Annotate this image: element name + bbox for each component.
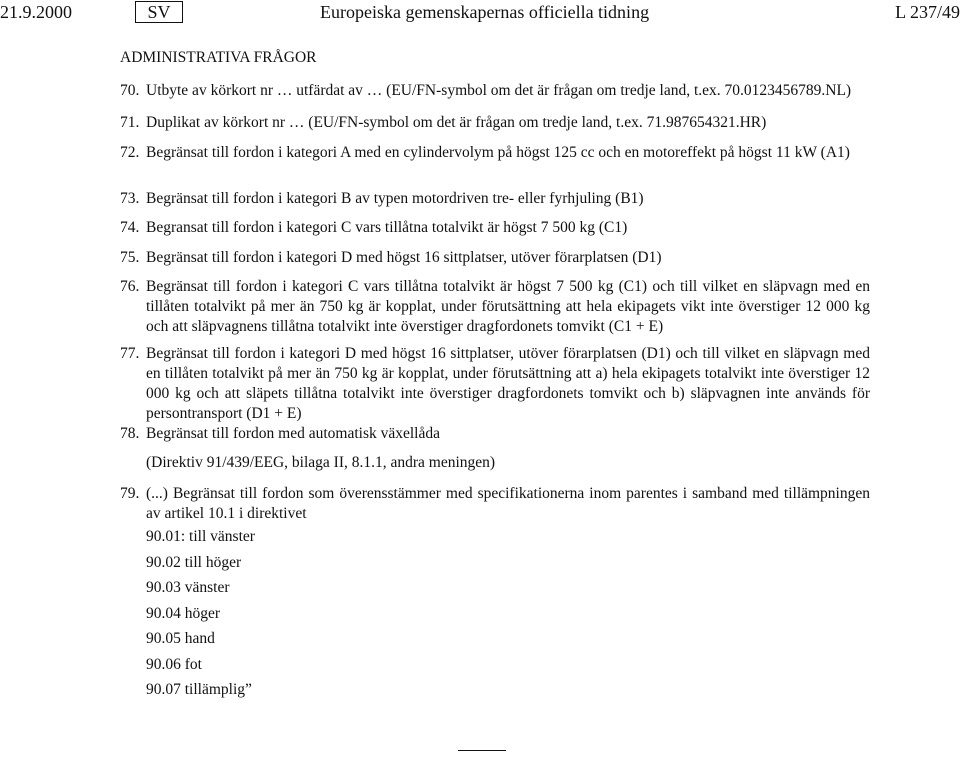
- page-header: [0, 2, 960, 26]
- directive-reference: (Direktiv 91/439/EEG, bilaga II, 8.1.1, andra meningen): [146, 454, 496, 471]
- item-number: 71.: [120, 114, 140, 131]
- item-text: Begränsat till fordon med automatisk växellåda: [146, 425, 440, 442]
- item-text: Begränsat till fordon i kategori D med högst 16 sittplatser, utöver förarplatsen (D1): [146, 249, 662, 266]
- item-number: 70.: [120, 82, 140, 99]
- sub-item: 90.05 hand: [146, 630, 215, 647]
- sub-item: 90.02 till höger: [146, 554, 242, 571]
- item-text: Duplikat av körkort nr … (EU/FN-symbol om det är frågan om tredje land, t.ex. 71.987654321.HR): [146, 114, 767, 131]
- item-text: Begränsat till fordon i kategori D med högst 16 sittplatser, utöver förarplatsen (D1) och till vilket en släpvagn med en tillåten totalvikt på mer än 750 kg är kopplat, under förutsättning att a) hela ekipagets totalvikt inte överstiger 12 000 kg och att släpets tillåtna totalvikt inte överstiger dragfordonets tomvikt och b) släpvagnen inte används för persontransport (D1 + E): [146, 345, 870, 422]
- list-item: [120, 189, 870, 209]
- sub-item: 90.03 vänster: [146, 579, 230, 596]
- item-text: Utbyte av körkort nr … utfärdat av … (EU/FN-symbol om det är frågan om tredje land, t.ex. 70.0123456789.NL): [146, 82, 852, 99]
- item-number: 73.: [120, 190, 140, 207]
- list-item: [120, 344, 870, 424]
- section-title: ADMINISTRATIVA FRÅGOR: [120, 49, 317, 66]
- item-number: 79.: [120, 485, 140, 502]
- item-number: 75.: [120, 249, 140, 266]
- list-item: [120, 424, 870, 444]
- list-item: [120, 143, 870, 163]
- item-number: 77.: [120, 345, 140, 362]
- item-number: 72.: [120, 144, 140, 161]
- header-date: 21.9.2000: [0, 2, 72, 22]
- sub-item: 90.04 höger: [146, 605, 221, 622]
- sub-item: 90.01: till vänster: [146, 528, 255, 545]
- list-item: [120, 113, 870, 133]
- end-rule: [458, 750, 506, 751]
- item-text: Begränsat till fordon i kategori A med en cylindervolym på högst 125 cc och en motoreffekt på högst 11 kW (A1): [146, 144, 850, 161]
- item-text: Begränsat till fordon i kategori B av typen motordriven tre- eller fyrhjuling (B1): [146, 190, 644, 207]
- item-number: 74.: [120, 219, 140, 236]
- item-text: Begränsat till fordon i kategori C vars tillåtna totalvikt är högst 7 500 kg (C1) och till vilket en släpvagn med en tillåten totalvikt på mer än 750 kg är kopplat, under förutsättning att hela ekipagets vikt inte överstiger 12 000 kg och att släpvagnens tillåtna totalvikt inte överstiger dragfordonets tomvikt (C1 + E): [146, 278, 870, 335]
- list-item: [120, 248, 870, 268]
- list-item: [120, 81, 870, 101]
- list-item: [120, 218, 870, 238]
- list-item: [120, 277, 870, 337]
- item-number: 76.: [120, 278, 140, 295]
- journal-title: Europeiska gemenskapernas officiella tidning: [320, 2, 650, 22]
- item-text: (...) Begränsat till fordon som överensstämmer med specifikationerna inom parentes i samband med tillämpningen av artikel 10.1 i direktivet: [146, 485, 870, 522]
- list-item: [120, 484, 870, 524]
- sub-item: 90.06 fot: [146, 656, 202, 673]
- item-number: 78.: [120, 425, 140, 442]
- page-number: L 237/49: [895, 2, 960, 22]
- sub-item: 90.07 tillämplig”: [146, 681, 252, 698]
- language-box: SV: [135, 1, 183, 23]
- item-text: Begransat till fordon i kategori C vars tillåtna totalvikt är högst 7 500 kg (C1): [146, 219, 628, 236]
